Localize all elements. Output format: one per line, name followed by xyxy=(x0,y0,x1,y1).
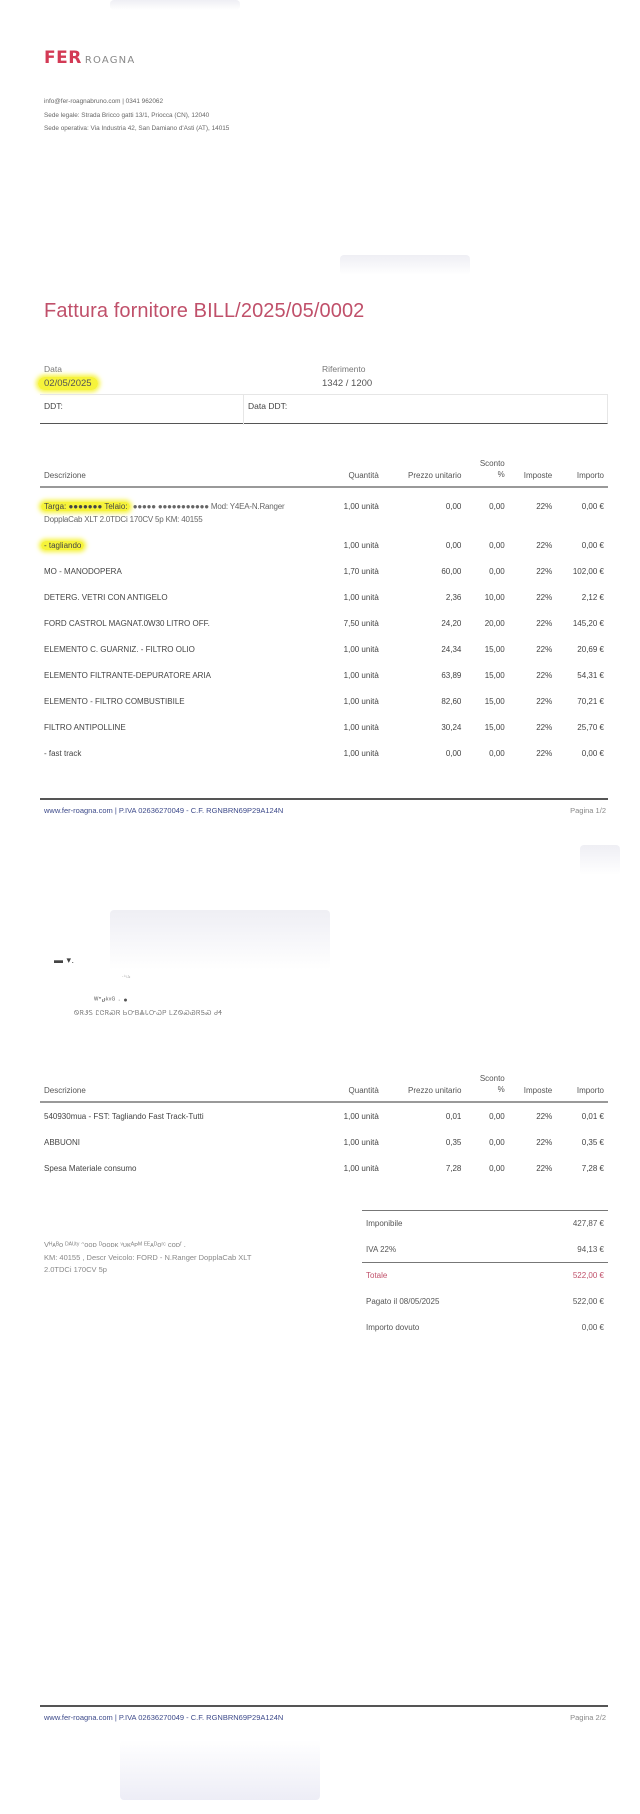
ddt-date-label: Data DDT: xyxy=(248,401,288,411)
row-discount: 0,00 xyxy=(489,502,505,511)
row-amount: 102,00 € xyxy=(572,567,604,576)
row-unit-price: 63,89 xyxy=(441,671,462,680)
row-unit-price: 60,00 xyxy=(441,567,462,576)
row-amount: 0,00 € xyxy=(581,749,604,758)
table-row xyxy=(40,584,608,610)
row-taxes: 22% xyxy=(536,619,553,628)
footer-company-link[interactable]: www.fer-roagna.com | P.IVA 02636270049 - C.F. RGNBRN69P29A124N xyxy=(44,806,284,815)
row-discount: 0,00 xyxy=(489,541,505,550)
document-title: Fattura fornitore BILL/2025/05/0002 xyxy=(44,300,365,322)
scan-smudge xyxy=(580,845,620,875)
row-description: MO - MANODOPERA xyxy=(44,567,122,576)
row-discount: 15,00 xyxy=(484,697,505,706)
vehicle-details: ●●●●● ●●●●●●●●●●● Mod: Y4EA-N.Ranger DopplaCab XLT 2.0TDCi 170CV 5p KM: 40155 xyxy=(44,502,285,524)
row-quantity: 1,00 unità xyxy=(343,671,379,680)
date-label: Data xyxy=(44,364,62,374)
row-unit-price: 7,28 xyxy=(445,1164,462,1173)
row-description: ABBUONI xyxy=(44,1138,81,1147)
row-description: ELEMENTO - FILTRO COMBUSTIBILE xyxy=(44,697,185,706)
row-amount: 0,00 € xyxy=(581,502,604,511)
row-taxes: 22% xyxy=(536,502,553,511)
row-description: Spesa Materiale consumo xyxy=(44,1164,137,1173)
row-unit-price: 0,00 xyxy=(445,749,462,758)
ddt-divider xyxy=(243,395,244,425)
header-unit-price: Prezzo unitario xyxy=(381,1073,464,1102)
date-value-highlighted: 02/05/2025 xyxy=(38,377,98,390)
row-amount: 70,21 € xyxy=(577,697,604,706)
page-number: Pagina 1/2 xyxy=(570,806,606,815)
totals-summary xyxy=(362,1210,608,1340)
vat-label: IVA 22% xyxy=(366,1244,397,1254)
row-unit-price: 0,00 xyxy=(445,502,462,511)
header-unit-price: Prezzo unitario xyxy=(381,458,464,487)
row-discount: 20,00 xyxy=(484,619,505,628)
total-label: Totale xyxy=(366,1271,388,1280)
row-discount: 15,00 xyxy=(484,723,505,732)
scan-smudge xyxy=(340,255,470,275)
header-discount-line1: Sconto xyxy=(479,459,505,468)
row-taxes: 22% xyxy=(536,1164,553,1173)
table-row xyxy=(40,487,608,532)
row-quantity: 1,00 unità xyxy=(343,1112,379,1121)
header-taxes: Imposte xyxy=(507,458,555,487)
row-discount: 10,00 xyxy=(484,593,505,602)
logo-roagna: ROAGNA xyxy=(84,55,136,66)
row-unit-price: 0,35 xyxy=(445,1138,462,1147)
notes-line-vehicle: KM: 40155 , Descr Veicolo: FORD - N.Ranger DopplaCab XLT xyxy=(44,1252,252,1262)
invoice-page-2 xyxy=(0,880,640,1814)
total-value: 522,00 € xyxy=(572,1271,604,1280)
table-row xyxy=(40,688,608,714)
footer-divider xyxy=(40,1705,608,1707)
taxable-row xyxy=(362,1210,608,1236)
footer-company-link[interactable]: www.fer-roagna.com | P.IVA 02636270049 - C.F. RGNBRN69P29A124N xyxy=(44,1713,284,1722)
company-info xyxy=(44,95,229,136)
header-discount xyxy=(463,1073,506,1102)
invoice-lines-table-page-2 xyxy=(40,1073,608,1181)
header-taxes: Imposte xyxy=(507,1073,555,1102)
ddt-label: DDT: xyxy=(44,401,63,411)
row-unit-price: 24,20 xyxy=(441,619,462,628)
row-discount: 0,00 xyxy=(489,1112,505,1121)
notes-line-engine: 2.0TDCi 170CV 5p xyxy=(44,1265,107,1274)
row-amount: 0,35 € xyxy=(581,1138,604,1147)
row-taxes: 22% xyxy=(536,567,553,576)
row-amount: 7,28 € xyxy=(581,1164,604,1173)
row-description xyxy=(40,532,319,558)
table-row xyxy=(40,714,608,740)
header-amount: Importo xyxy=(554,1073,608,1102)
row-taxes: 22% xyxy=(536,645,553,654)
amount-due-value: 0,00 € xyxy=(581,1322,604,1332)
row-description xyxy=(40,487,319,532)
row-description: - fast track xyxy=(44,749,82,758)
table-row xyxy=(40,636,608,662)
row-unit-price: 24,34 xyxy=(441,645,462,654)
invoice-lines-table-page-1 xyxy=(40,458,608,766)
row-description: DETERG. VETRI CON ANTIGELO xyxy=(44,593,168,602)
header-quantity: Quantità xyxy=(319,1073,381,1102)
row-description: FORD CASTROL MAGNAT.0W30 LITRO OFF. xyxy=(44,619,210,628)
total-row xyxy=(362,1262,608,1288)
paid-row xyxy=(362,1288,608,1314)
row-taxes: 22% xyxy=(536,671,553,680)
header-discount-line2: % xyxy=(497,1085,505,1094)
scan-smudge xyxy=(110,0,240,10)
row-taxes: 22% xyxy=(536,541,553,550)
row-discount: 0,00 xyxy=(489,567,505,576)
company-contact: info@fer-roagnabruno.com | 0341 962062 xyxy=(44,98,163,105)
row-taxes: 22% xyxy=(536,697,553,706)
table-header-row xyxy=(40,458,608,487)
header-discount xyxy=(463,458,506,487)
row-amount: 2,12 € xyxy=(581,593,604,602)
notes-line-scrambled: Vᴴᴀᴮᴏ ᴰᴬᵁᵗʸ ᵔᴏᴏᴅ ᴰᴏᴏᴅᴋ ᵛᴜᴋᴬᴘᴹ ᴱᴱᴀᴰᴏʳᶜ ᴄᴏᴅᶠ . xyxy=(44,1240,186,1249)
row-taxes: 22% xyxy=(536,723,553,732)
header-discount-line1: Sconto xyxy=(479,1074,505,1083)
row-description: FILTRO ANTIPOLLINE xyxy=(44,723,126,732)
table-row xyxy=(40,558,608,584)
table-row xyxy=(40,1102,608,1129)
vehicle-plate-highlight: Targa: ●●●●●●● Telaio: xyxy=(41,502,130,511)
amount-due-label: Importo dovuto xyxy=(366,1322,420,1332)
row-unit-price: 30,24 xyxy=(441,723,462,732)
table-row xyxy=(40,532,608,558)
row-quantity: 1,00 unità xyxy=(343,723,379,732)
row-quantity: 1,00 unità xyxy=(343,1138,379,1147)
row-discount: 15,00 xyxy=(484,671,505,680)
vat-value: 94,13 € xyxy=(577,1244,604,1254)
table-row xyxy=(40,1155,608,1181)
row-quantity: 7,50 unità xyxy=(343,619,379,628)
header-amount: Importo xyxy=(554,458,608,487)
row-amount: 25,70 € xyxy=(577,723,604,732)
table-header-row xyxy=(40,1073,608,1102)
company-logo xyxy=(44,48,135,68)
header-discount-line2: % xyxy=(497,470,505,479)
header-description: Descrizione xyxy=(40,458,319,487)
row-unit-price: 0,01 xyxy=(445,1112,462,1121)
ddt-box xyxy=(40,394,608,424)
row-quantity: 1,00 unità xyxy=(343,502,379,511)
paid-label: Pagato il 08/05/2025 xyxy=(366,1296,440,1306)
row-quantity: 1,00 unità xyxy=(343,1164,379,1173)
page-number: Pagina 2/2 xyxy=(570,1713,606,1722)
row-taxes: 22% xyxy=(536,1112,553,1121)
taxable-label: Imponibile xyxy=(366,1219,403,1228)
row-amount: 54,31 € xyxy=(577,671,604,680)
row-amount: 0,00 € xyxy=(581,541,604,550)
row-description: 540930mua - FST: Tagliando Fast Track-Tutti xyxy=(44,1112,204,1121)
footer-divider xyxy=(40,798,608,800)
logo-fer: FER xyxy=(44,48,82,68)
scrambled-text: ·৸ঌ xyxy=(122,974,131,980)
row-taxes: 22% xyxy=(536,1138,553,1147)
row-taxes: 22% xyxy=(536,593,553,602)
row-quantity: 1,00 unità xyxy=(343,541,379,550)
header-description: Descrizione xyxy=(40,1073,319,1102)
scan-smudge xyxy=(120,1740,320,1800)
row-description: ELEMENTO FILTRANTE-DEPURATORE ARIA xyxy=(44,671,211,680)
header-quantity: Quantità xyxy=(319,458,381,487)
company-operating-address: Sede operativa: Via Industria 42, San Damiano d'Asti (AT), 14015 xyxy=(44,125,230,132)
paid-value: 522,00 € xyxy=(572,1296,604,1306)
row-discount: 0,00 xyxy=(489,1138,505,1147)
row-quantity: 1,70 unità xyxy=(343,567,379,576)
row-amount: 20,69 € xyxy=(577,645,604,654)
row-unit-price: 2,36 xyxy=(445,593,462,602)
reference-label: Riferimento xyxy=(322,364,366,374)
scrambled-logo-area: ▬ ▾. xyxy=(54,955,75,965)
table-row xyxy=(40,610,608,636)
scrambled-text: ᵂ"ሀᵏᵛᴳ · ● xyxy=(94,997,129,1004)
amount-due-row xyxy=(362,1314,608,1340)
vehicle-notes xyxy=(44,1239,334,1277)
row-unit-price: 82,60 xyxy=(441,697,462,706)
table-row xyxy=(40,662,608,688)
row-discount: 0,00 xyxy=(489,1164,505,1173)
vat-row xyxy=(362,1236,608,1262)
reference-value: 1342 / 1200 xyxy=(322,378,373,389)
row-description: ELEMENTO C. GUARNIZ. - FILTRO OLIO xyxy=(44,645,195,654)
row-quantity: 1,00 unità xyxy=(343,749,379,758)
scan-smudge xyxy=(110,910,330,970)
company-legal-address: Sede legale: Strada Bricco gatti 13/1, Priocca (CN), 12040 xyxy=(44,111,210,119)
row-amount: 0,01 € xyxy=(581,1112,604,1121)
row-taxes: 22% xyxy=(536,749,553,758)
table-row xyxy=(40,1129,608,1155)
row-quantity: 1,00 unità xyxy=(343,697,379,706)
row-discount: 15,00 xyxy=(484,645,505,654)
row-quantity: 1,00 unità xyxy=(343,645,379,654)
date-value xyxy=(44,378,98,389)
row-discount: 0,00 xyxy=(489,749,505,758)
scrambled-text: ᏫᏒᏭᏚ ᏝᏣᏒᏍᏒ ᏏᏅᏴᏜᏓᏅᏇᏢ ᏞᏃᏫᏍᏯᏒᎦᏍ ᏧᏎ xyxy=(74,1010,223,1017)
tagliando-highlight: - tagliando xyxy=(41,541,84,550)
row-amount: 145,20 € xyxy=(572,619,604,628)
taxable-value: 427,87 € xyxy=(572,1219,604,1228)
table-row xyxy=(40,740,608,766)
row-unit-price: 0,00 xyxy=(445,541,462,550)
row-quantity: 1,00 unità xyxy=(343,593,379,602)
invoice-page-1 xyxy=(0,0,640,880)
